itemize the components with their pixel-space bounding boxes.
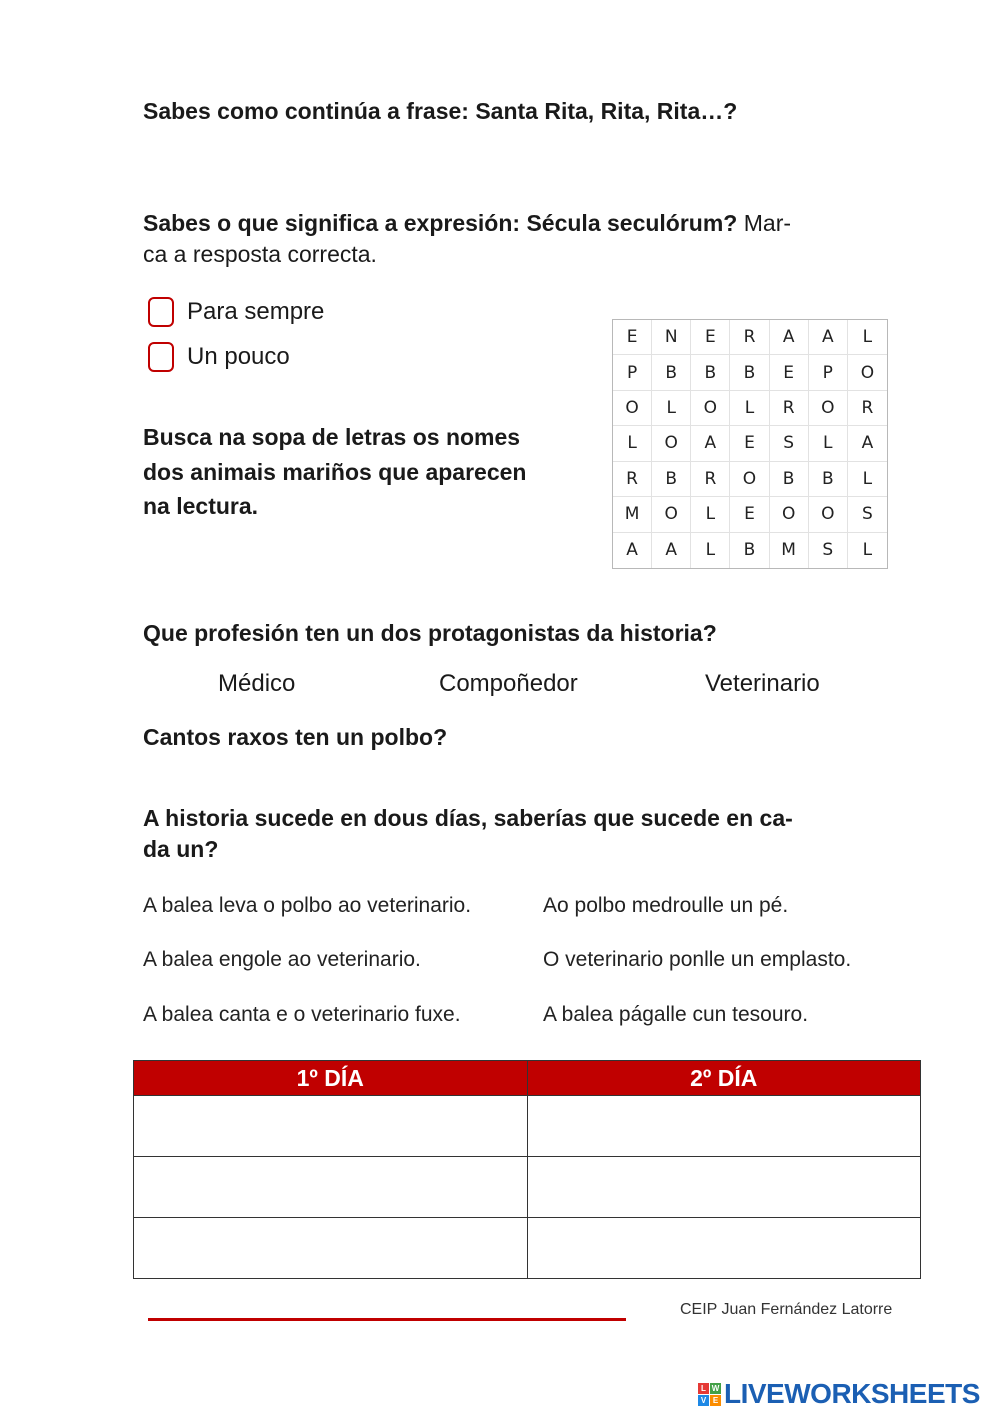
event-item[interactable]: Ao polbo medroulle un pé. [543, 894, 789, 917]
question-secula-bold: Sabes o que significa a expresión: Sécula seculórum? [143, 210, 738, 236]
liveworksheets-logo [698, 1378, 980, 1410]
word-search-cell[interactable]: O [809, 391, 848, 426]
word-search-cell[interactable]: A [691, 426, 730, 461]
option-para-sempre[interactable] [148, 297, 324, 327]
word-search-cell[interactable]: O [848, 355, 887, 390]
option-un-pouco[interactable] [148, 342, 290, 372]
word-search-cell[interactable]: B [691, 355, 730, 390]
word-search-cell[interactable]: B [770, 462, 809, 497]
word-search-cell[interactable]: A [652, 533, 691, 568]
header-day-2: 2º DÍA [527, 1061, 921, 1096]
question-secula-instruction-line2: ca a resposta correcta. [143, 241, 377, 267]
word-search-cell[interactable]: L [691, 533, 730, 568]
liveworksheets-icon [698, 1383, 721, 1406]
word-search-cell[interactable]: L [652, 391, 691, 426]
word-search-cell[interactable]: O [770, 497, 809, 532]
word-search-cell[interactable]: O [613, 391, 652, 426]
word-search-cell[interactable]: E [730, 426, 769, 461]
word-search-cell[interactable]: L [848, 320, 887, 355]
profession-option-componedor[interactable]: Compoñedor [439, 670, 578, 697]
word-search-cell[interactable]: B [730, 533, 769, 568]
drop-cell-day-2[interactable] [527, 1218, 921, 1279]
word-search-cell[interactable]: L [862, 540, 873, 561]
event-item[interactable]: A balea canta e o veterinario fuxe. [143, 1003, 461, 1026]
word-search-cell[interactable]: M [613, 497, 652, 532]
word-search-cell[interactable]: B [652, 462, 691, 497]
word-search-cell[interactable]: L [809, 426, 848, 461]
question-profession: Que profesión ten un dos protagonistas da historia? [143, 620, 717, 646]
word-search-cell[interactable]: A [809, 320, 848, 355]
footer-school-name: CEIP Juan Fernández Latorre [680, 1301, 893, 1318]
word-search-cell[interactable]: R [730, 320, 769, 355]
word-search-cell[interactable]: N [652, 320, 691, 355]
word-search-cell[interactable]: L [848, 462, 887, 497]
word-search-cell[interactable]: S [848, 497, 887, 532]
word-search-cell[interactable]: E [770, 355, 809, 390]
word-search-cell[interactable]: R [613, 462, 652, 497]
word-search-cell[interactable]: B [730, 355, 769, 390]
header-day-1: 1º DÍA [134, 1061, 528, 1096]
word-search-cell[interactable]: P [809, 355, 848, 390]
drop-cell-day-1[interactable] [134, 1096, 528, 1157]
drop-cell-day-1[interactable] [134, 1218, 528, 1279]
question-octopus-arms: Cantos raxos ten un polbo? [143, 724, 448, 750]
word-search-cell[interactable]: R [848, 391, 887, 426]
word-search-cell[interactable]: S [809, 533, 848, 568]
logo-letter: W [711, 1383, 720, 1393]
word-search-cell[interactable]: L [613, 426, 652, 461]
checkbox[interactable] [148, 297, 174, 327]
table-row [134, 1157, 921, 1218]
event-item[interactable]: O veterinario ponlle un emplasto. [543, 948, 852, 971]
table-row [134, 1218, 921, 1279]
word-search-line1: Busca na sopa de letras os nomes [143, 424, 521, 450]
word-search-cell[interactable]: E [730, 497, 769, 532]
two-days-line2: da un? [143, 836, 219, 862]
word-search-cell[interactable]: A [848, 426, 887, 461]
question-santa-rita: Sabes como continúa a frase: Santa Rita, Rita, Rita…? [143, 98, 738, 124]
days-table [133, 1060, 921, 1279]
drop-cell-day-2[interactable] [527, 1096, 921, 1157]
two-days-line1: A historia sucede en dous días, saberías que sucede en ca- [143, 805, 793, 831]
word-search-cell[interactable]: O [691, 391, 730, 426]
word-search-cell[interactable]: R [770, 391, 809, 426]
word-search-cell[interactable]: S [770, 426, 809, 461]
word-search-cell[interactable]: O [730, 462, 769, 497]
brand-name: LIVEWORKSHEETS [724, 1378, 980, 1409]
drop-cell-day-1[interactable] [134, 1157, 528, 1218]
word-search-cell[interactable]: O [652, 497, 691, 532]
event-item[interactable]: A balea págalle cun tesouro. [543, 1003, 809, 1026]
word-search-grid [612, 319, 888, 569]
question-word-search [143, 420, 585, 524]
word-search-cell[interactable]: B [652, 355, 691, 390]
profession-option-medico[interactable]: Médico [218, 670, 296, 697]
logo-letter: L [698, 1383, 709, 1394]
word-search-line3: na lectura. [143, 493, 259, 519]
word-search-cell[interactable]: L [691, 497, 730, 532]
word-search-cell[interactable]: P [613, 355, 652, 390]
table-row [134, 1096, 921, 1157]
word-search-cell[interactable]: M [770, 533, 809, 568]
logo-letter: V [698, 1395, 709, 1406]
word-search-line2: dos animais mariños que aparecen [143, 458, 527, 485]
word-search-cell[interactable]: R [691, 462, 730, 497]
footer-divider [148, 1318, 626, 1321]
option-label: Para sempre [187, 298, 325, 325]
word-search-cell[interactable]: E [691, 320, 730, 355]
days-table-header [134, 1061, 921, 1096]
checkbox[interactable] [148, 342, 174, 372]
event-item[interactable]: A balea engole ao veterinario. [143, 948, 421, 971]
word-search-cell[interactable]: B [809, 462, 848, 497]
question-two-days [143, 803, 893, 865]
word-search-cell[interactable]: O [809, 497, 848, 532]
event-item[interactable]: A balea leva o polbo ao veterinario. [143, 894, 472, 917]
option-label: Un pouco [187, 343, 290, 370]
word-search-cell[interactable]: A [770, 320, 809, 355]
drop-cell-day-2[interactable] [527, 1157, 921, 1218]
question-secula-instruction: Mar- [737, 210, 792, 236]
profession-option-veterinario[interactable]: Veterinario [705, 670, 820, 697]
logo-letter: E [710, 1395, 721, 1406]
word-search-cell[interactable]: A [613, 533, 652, 568]
question-secula [143, 208, 893, 270]
word-search-cell[interactable]: E [613, 320, 652, 355]
word-search-cell[interactable]: O [652, 426, 691, 461]
word-search-cell[interactable]: L [730, 391, 769, 426]
